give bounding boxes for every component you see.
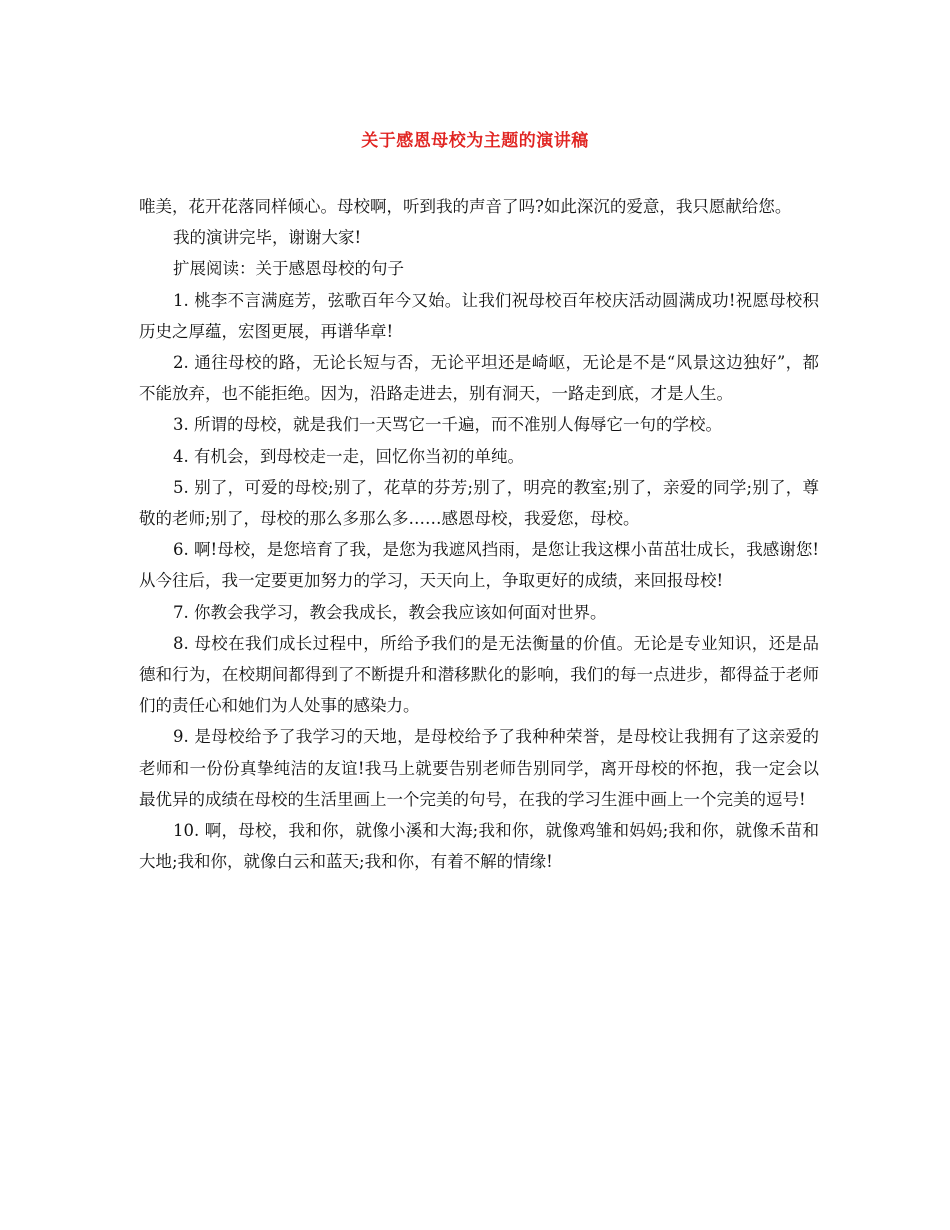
list-item-7: 7. 你教会我学习，教会我成长，教会我应该如何面对世界。 — [173, 602, 607, 622]
document-body — [139, 191, 819, 877]
list-item-2: 2. 通往母校的路，无论长短与否，无论平坦还是崎岖，无论是不是“风景这边独好”，都不能放弃，也不能拒绝。因为，沿路走进去，别有洞天，一路走到底，才是人生。 — [139, 353, 819, 404]
paragraph-closing: 我的演讲完毕，谢谢大家! — [173, 228, 362, 248]
list-item-5: 5. 别了，可爱的母校;别了，花草的芬芳;别了，明亮的教室;别了，亲爱的同学;别了，尊敬的老师;别了，母校的那么多那么多……感恩母校，我爱您，母校。 — [139, 477, 819, 529]
list-item-9: 9. 是母校给予了我学习的天地，是母校给予了我种种荣誉，是母校让我拥有了这亲爱的老师和一份份真挚纯洁的友谊!我马上就要告别老师告别同学，离开母校的怀抱，我一定会以最优异的成绩在母校的生活里画上一个完美的句号，在我的学习生涯中画上一个完美的逗号! — [139, 727, 819, 809]
paragraph-extended-reading: 扩展阅读：关于感恩母校的句子 — [173, 259, 404, 279]
paragraph-continuation: 唯美，花开花落同样倾心。母校啊，听到我的声音了吗?如此深沉的爱意，我只愿献给您。 — [139, 197, 792, 216]
document-title: 关于感恩母校为主题的演讲稿 — [361, 131, 589, 151]
list-item-6: 6. 啊!母校，是您培育了我，是您为我遮风挡雨，是您让我这棵小苗茁壮成长，我感谢您!从今往后，我一定要更加努力的学习，天天向上，争取更好的成绩，来回报母校! — [139, 540, 819, 591]
list-item-3: 3. 所谓的母校，就是我们一天骂它一千遍，而不准别人侮辱它一句的学校。 — [173, 415, 722, 435]
list-item-8: 8. 母校在我们成长过程中，所给予我们的是无法衡量的价值。无论是专业知识，还是品德和行为，在校期间都得到了不断提升和潜移默化的影响，我们的每一点进步，都得益于老师们的责任心和她们为人处事的感染力。 — [139, 633, 819, 716]
list-item-10: 10. 啊，母校，我和你，就像小溪和大海;我和你，就像鸡雏和妈妈;我和你，就像禾苗和大地;我和你，就像白云和蓝天;我和你，有着不解的情缘! — [139, 821, 819, 872]
list-item-1: 1. 桃李不言满庭芳，弦歌百年今又始。让我们祝母校百年校庆活动圆满成功!祝愿母校积历史之厚蕴，宏图更展，再谱华章! — [139, 290, 819, 341]
list-item-4: 4. 有机会，到母校走一走，回忆你当初的单纯。 — [173, 446, 524, 466]
